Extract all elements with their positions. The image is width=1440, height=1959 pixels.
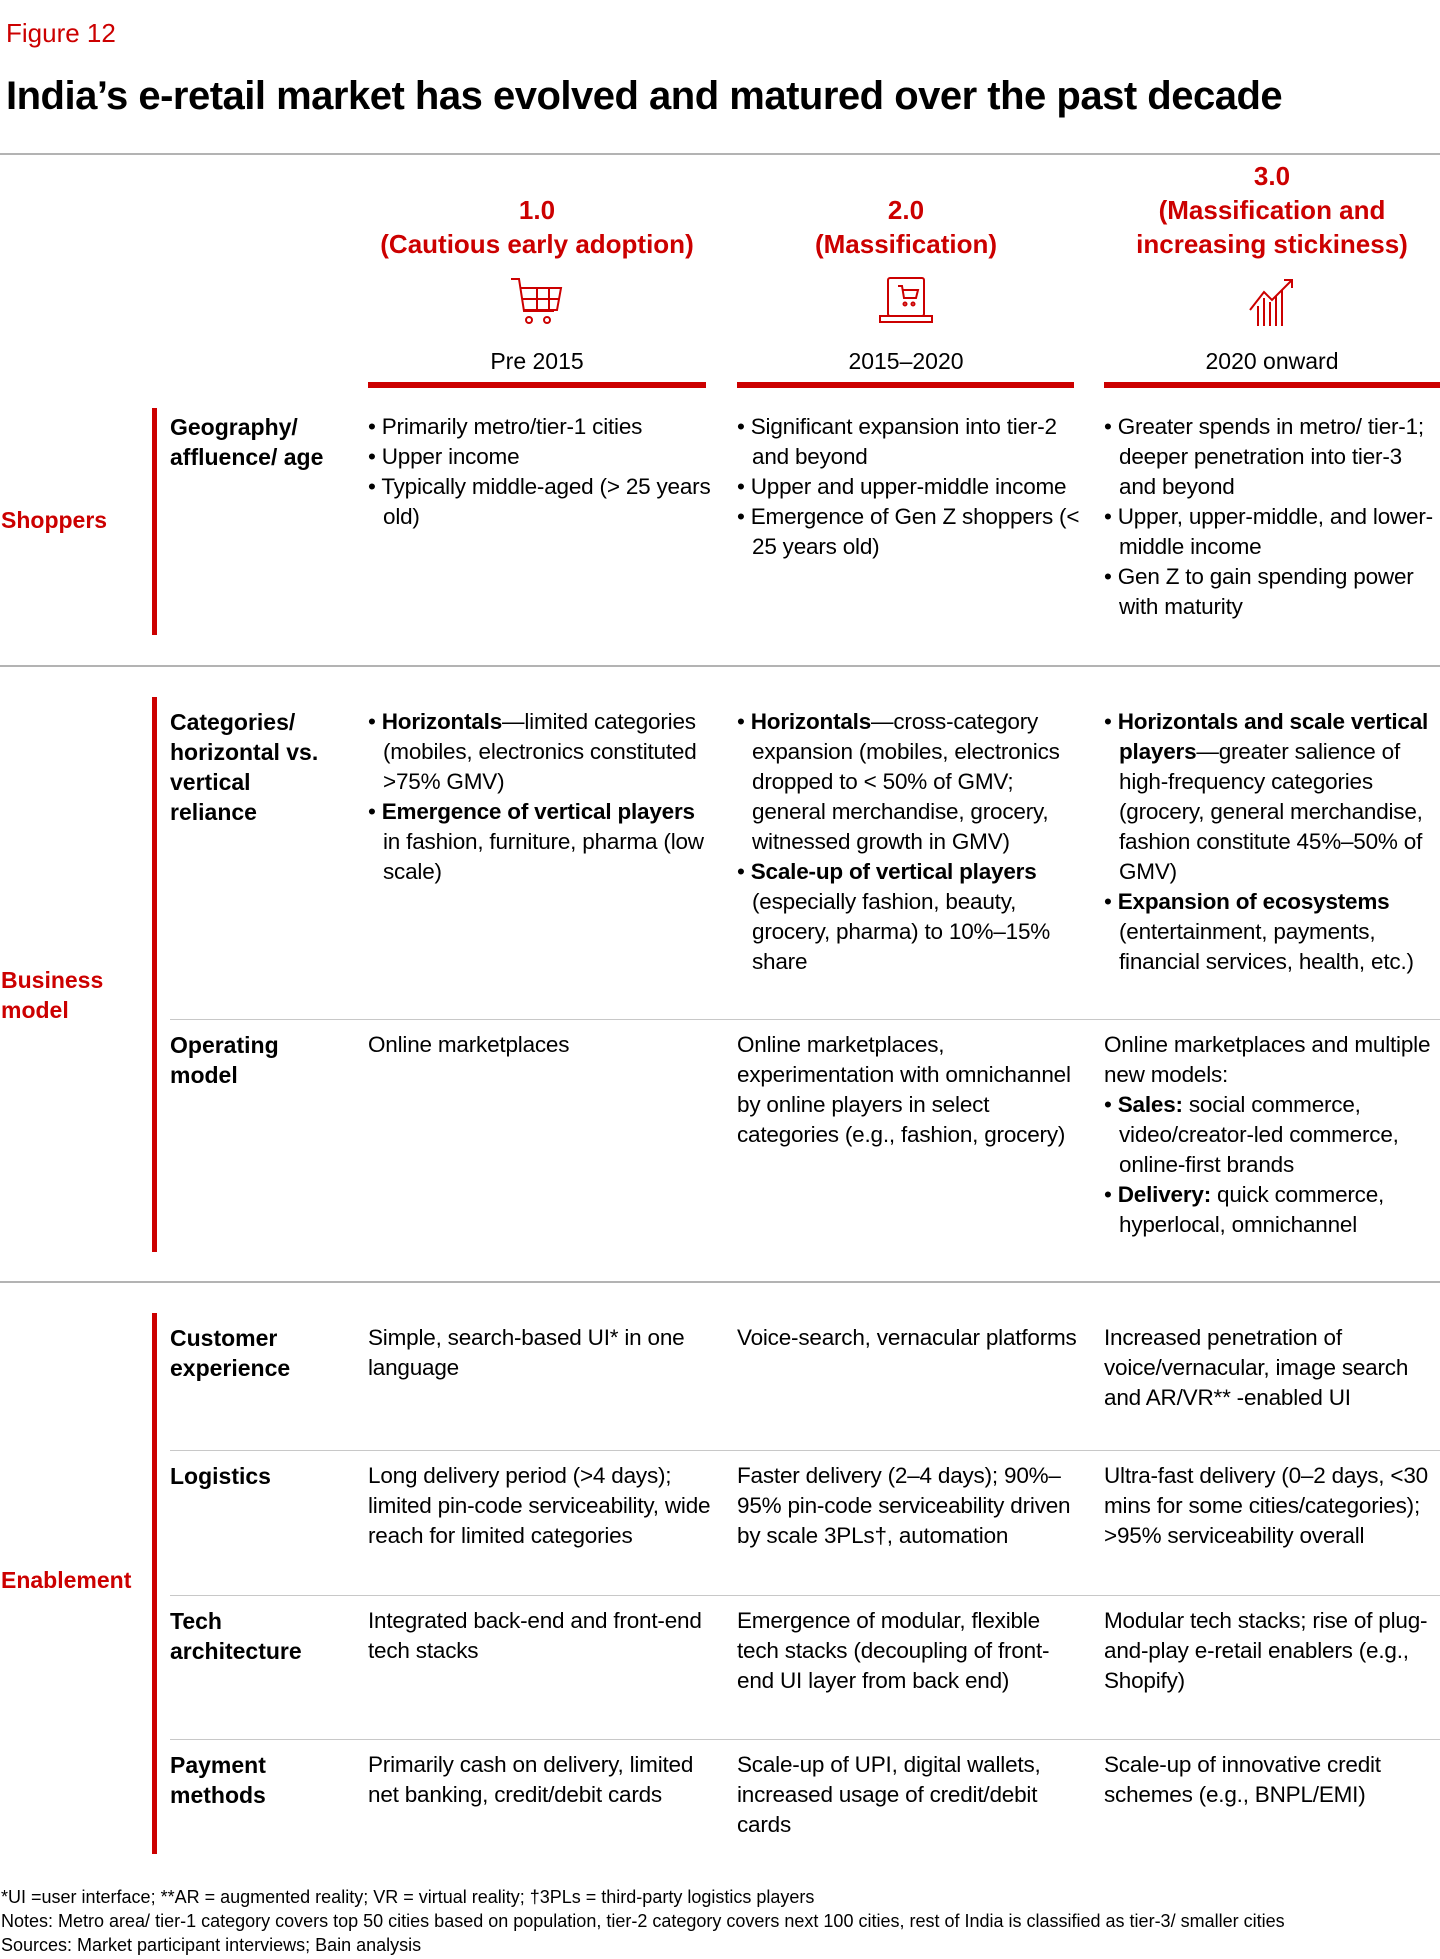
bullet-item: • Horizontals—limited categories (mobiles, electronics constituted >75% GMV) <box>368 709 697 794</box>
bullet-item: • Upper and upper-middle income <box>737 474 1067 499</box>
cell-text <box>1104 1323 1440 1413</box>
section-bar-enablement <box>152 1313 157 1854</box>
bold-text: Expansion of ecosystems <box>1117 889 1390 914</box>
table-cell <box>1104 1323 1440 1413</box>
cell-text <box>368 1323 713 1383</box>
phase-number: 3.0 <box>1253 161 1291 191</box>
table-cell <box>368 1750 713 1810</box>
cell-text <box>737 1030 1082 1150</box>
section-divider <box>0 1281 1440 1283</box>
text: Integrated back-end and front-end tech stacks <box>368 1608 702 1663</box>
phase-header-3 <box>1104 159 1440 261</box>
text: Significant expansion into tier-2 and beyond <box>750 414 1057 469</box>
text: Long delivery period (>4 days); limited pin-code serviceability, wide reach for limited categories <box>368 1463 711 1548</box>
text: Upper income <box>381 444 520 469</box>
cell-text <box>737 1461 1082 1551</box>
bullet-item: • Upper, upper-middle, and lower-middle income <box>1104 504 1433 559</box>
table-cell <box>737 1606 1082 1696</box>
cell-text <box>737 1606 1082 1696</box>
row-label: Customer experience <box>170 1325 291 1381</box>
text: —cross-category expansion (mobiles, electronics dropped to < 50% of GMV; general merchandise, grocery, witnessed growth in GMV) <box>752 709 1060 854</box>
bullet-item: • Horizontals—cross-category expansion (mobiles, electronics dropped to < 50% of GMV; general merchandise, grocery, witnessed growth in GMV) <box>737 709 1060 854</box>
page-title: India’s e-retail market has evolved and matured over the past decade <box>6 74 1283 118</box>
table-cell <box>737 1750 1082 1840</box>
bullet-item: • Upper income <box>368 444 520 469</box>
text: Modular tech stacks; rise of plug-and-play e-retail enablers (e.g., Shopify) <box>1104 1608 1428 1693</box>
cell-text <box>737 1323 1082 1353</box>
row-label: Tech architecture <box>170 1608 302 1664</box>
bullet-item: • Expansion of ecosystems (entertainment, payments, financial services, health, etc.) <box>1104 889 1414 974</box>
table-cell <box>1104 707 1440 977</box>
text: Scale-up of UPI, digital wallets, increased usage of credit/debit cards <box>737 1752 1041 1837</box>
figure-label: Figure 12 <box>6 18 116 48</box>
row-label: Geography/ affluence/ age <box>170 414 324 470</box>
shopping-cart-icon <box>368 276 706 331</box>
text: Gen Z to gain spending power with maturity <box>1117 564 1414 619</box>
bullet-item: • Significant expansion into tier-2 and beyond <box>737 414 1057 469</box>
bullet-item: • Typically middle-aged (> 25 years old) <box>368 474 711 529</box>
row-divider <box>170 1595 1440 1596</box>
section-divider <box>0 665 1440 667</box>
cell-text <box>1104 1606 1440 1696</box>
cell-text <box>368 1461 713 1551</box>
text: Ultra-fast delivery (0–2 days, <30 mins for some cities/categories); >95% serviceability overall <box>1104 1463 1428 1548</box>
table-cell <box>737 1461 1082 1551</box>
text: Online marketplaces, experimentation with omnichannel by online players in select categories (e.g., fashion, grocery) <box>737 1032 1071 1147</box>
text: in fashion, furniture, pharma (low scale) <box>383 829 704 884</box>
text: social commerce, video/creator-led commerce, online-first brands <box>1119 1092 1399 1177</box>
cell-text <box>368 1606 713 1666</box>
phase-name: (Massification) <box>814 229 998 259</box>
cell-text <box>1104 1750 1440 1810</box>
table-cell <box>1104 1461 1440 1551</box>
table-cell <box>1104 1030 1440 1240</box>
cell-text <box>368 1030 713 1060</box>
growth-chart-icon <box>1104 276 1440 333</box>
table-cell <box>368 1461 713 1551</box>
cell-text <box>737 1750 1082 1840</box>
phase-number: 1.0 <box>518 195 556 225</box>
table-cell <box>737 1323 1082 1353</box>
row-label: Operating model <box>170 1032 279 1088</box>
phase-bar <box>737 382 1074 388</box>
section-bar-shoppers <box>152 408 157 635</box>
mobile-shopping-icon <box>737 276 1075 331</box>
text: Faster delivery (2–4 days); 90%–95% pin-code serviceability driven by scale 3PLs†, automation <box>737 1463 1071 1548</box>
text: Scale-up of innovative credit schemes (e.g., BNPL/EMI) <box>1104 1752 1381 1807</box>
period-label: Pre 2015 <box>490 348 584 374</box>
bold-text: Horizontals <box>750 709 872 734</box>
top-divider <box>0 153 1440 155</box>
text: Emergence of Gen Z shoppers (< 25 years old) <box>750 504 1080 559</box>
table-cell <box>737 707 1082 977</box>
bold-text: Sales: <box>1117 1092 1183 1117</box>
table-cell <box>1104 1750 1440 1810</box>
row-divider <box>170 1739 1440 1740</box>
cell-text <box>1104 1030 1440 1090</box>
table-cell <box>368 1606 713 1666</box>
phase-bar <box>1104 382 1440 388</box>
bullet-item: • Emergence of vertical players in fashion, furniture, pharma (low scale) <box>368 799 704 884</box>
footnote-sources: Sources: Market participant interviews; Bain analysis <box>1 1935 422 1955</box>
phase-name: (Massification and increasing stickiness) <box>1136 195 1408 259</box>
table-cell <box>737 1030 1082 1150</box>
text: Voice-search, vernacular platforms <box>737 1325 1077 1350</box>
bullet-item: • Sales: social commerce, video/creator-led commerce, online-first brands <box>1104 1092 1399 1177</box>
bold-text: Horizontals <box>381 709 503 734</box>
table-cell <box>368 412 713 532</box>
bullet-item: • Delivery: quick commerce, hyperlocal, omnichannel <box>1104 1182 1385 1237</box>
bold-text: Emergence of vertical players <box>381 799 695 824</box>
phase-number: 2.0 <box>887 195 925 225</box>
period-label: 2020 onward <box>1205 348 1339 374</box>
bullet-item: • Gen Z to gain spending power with maturity <box>1104 564 1414 619</box>
text: Primarily cash on delivery, limited net banking, credit/debit cards <box>368 1752 694 1807</box>
text: —limited categories (mobiles, electronics constituted >75% GMV) <box>383 709 697 794</box>
table-cell <box>737 412 1082 562</box>
phase-name: (Cautious early adoption) <box>380 229 694 259</box>
bold-text: Horizontals and scale vertical players <box>1117 709 1429 764</box>
text: Upper and upper-middle income <box>750 474 1067 499</box>
text: Online marketplaces and multiple new models: <box>1104 1032 1431 1087</box>
phase-bar <box>368 382 706 388</box>
table-cell <box>1104 412 1440 622</box>
text: Emergence of modular, flexible tech stacks (decoupling of front-end UI layer from back end) <box>737 1608 1050 1693</box>
text: (entertainment, payments, financial services, health, etc.) <box>1119 919 1414 974</box>
period-label: 2015–2020 <box>848 348 964 374</box>
table-cell <box>368 1030 713 1060</box>
text: (especially fashion, beauty, grocery, pharma) to 10%–15% share <box>752 889 1051 974</box>
table-cell <box>368 1323 713 1383</box>
section-label-business-model: Business model <box>1 967 104 1023</box>
row-divider <box>170 1019 1440 1020</box>
row-divider <box>170 1450 1440 1451</box>
phase-header-2 <box>737 193 1075 261</box>
table-cell <box>368 707 713 887</box>
section-label-enablement: Enablement <box>1 1567 132 1593</box>
text: quick commerce, hyperlocal, omnichannel <box>1119 1182 1385 1237</box>
bullet-item: • Horizontals and scale vertical players—greater salience of high-frequency categories (grocery, general merchandise, fashion constitute 45%–50% of GMV) <box>1104 709 1429 884</box>
text: Typically middle-aged (> 25 years old) <box>381 474 711 529</box>
phase-header-1 <box>368 193 706 261</box>
bullet-item: • Greater spends in metro/ tier-1; deeper penetration into tier-3 and beyond <box>1104 414 1424 499</box>
section-label-shoppers: Shoppers <box>1 507 108 533</box>
bullet-item: • Scale-up of vertical players (especially fashion, beauty, grocery, pharma) to 10%–15% share <box>737 859 1051 974</box>
bold-text: Delivery: <box>1117 1182 1211 1207</box>
text: Upper, upper-middle, and lower-middle income <box>1117 504 1433 559</box>
footnote-notes: Notes: Metro area/ tier-1 category covers top 50 cities based on population, tier-2 category covers next 100 cities, rest of India is classified as tier-3/ smaller cities <box>1 1911 1285 1931</box>
bullet-item: • Primarily metro/tier-1 cities <box>368 414 643 439</box>
text: Primarily metro/tier-1 cities <box>381 414 643 439</box>
cell-text <box>1104 1461 1440 1551</box>
row-label: Logistics <box>170 1463 271 1489</box>
text: —greater salience of high-frequency categories (grocery, general merchandise, fashion constitute 45%–50% of GMV) <box>1119 739 1423 884</box>
footnote-abbreviations: *UI =user interface; **AR = augmented reality; VR = virtual reality; †3PLs = third-party logistics players <box>1 1887 815 1907</box>
text: Increased penetration of voice/vernacular, image search and AR/VR** -enabled UI <box>1104 1325 1409 1410</box>
text: Greater spends in metro/ tier-1; deeper penetration into tier-3 and beyond <box>1117 414 1424 499</box>
text: Online marketplaces <box>368 1032 570 1057</box>
section-bar-business-model <box>152 697 157 1252</box>
row-label: Categories/ horizontal vs. vertical reliance <box>170 709 319 825</box>
bullet-item: • Emergence of Gen Z shoppers (< 25 years old) <box>737 504 1080 559</box>
table-cell <box>1104 1606 1440 1696</box>
cell-text <box>368 1750 713 1810</box>
row-label: Payment methods <box>170 1752 266 1808</box>
bold-text: Scale-up of vertical players <box>750 859 1037 884</box>
text: Simple, search-based UI* in one language <box>368 1325 685 1380</box>
